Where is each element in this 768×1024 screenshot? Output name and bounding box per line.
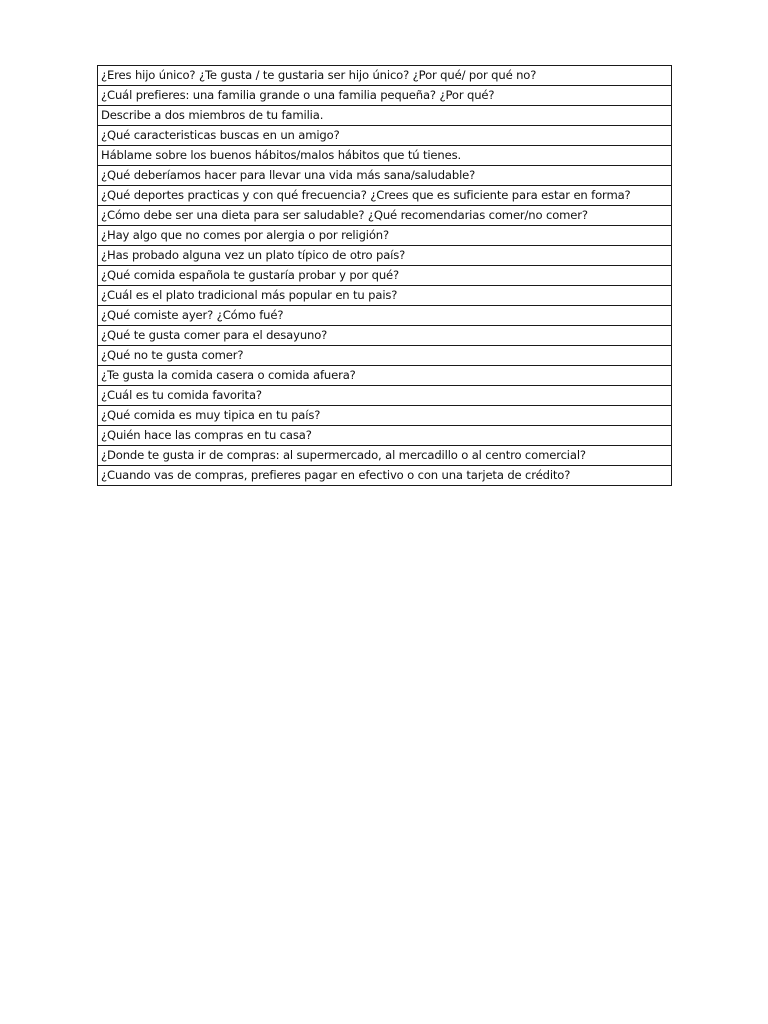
question-cell: ¿Qué comida es muy tipica en tu país? xyxy=(98,406,672,426)
question-cell: ¿Qué comiste ayer? ¿Cómo fué? xyxy=(98,306,672,326)
question-cell: Describe a dos miembros de tu familia. xyxy=(98,106,672,126)
table-row xyxy=(98,146,672,166)
question-cell: ¿Has probado alguna vez un plato típico de otro país? xyxy=(98,246,672,266)
table-row xyxy=(98,466,672,486)
question-cell: ¿Donde te gusta ir de compras: al supermercado, al mercadillo o al centro comercial? xyxy=(98,446,672,466)
question-cell: ¿Qué deberíamos hacer para llevar una vida más sana/saludable? xyxy=(98,166,672,186)
question-cell: ¿Cuando vas de compras, prefieres pagar en efectivo o con una tarjeta de crédito? xyxy=(98,466,672,486)
question-cell: ¿Te gusta la comida casera o comida afuera? xyxy=(98,366,672,386)
question-cell: ¿Hay algo que no comes por alergia o por religión? xyxy=(98,226,672,246)
question-cell: ¿Cuál es el plato tradicional más popular en tu pais? xyxy=(98,286,672,306)
question-cell: ¿Quién hace las compras en tu casa? xyxy=(98,426,672,446)
question-cell: ¿Cómo debe ser una dieta para ser saludable? ¿Qué recomendarias comer/no comer? xyxy=(98,206,672,226)
question-cell: ¿Qué comida española te gustaría probar y por qué? xyxy=(98,266,672,286)
question-cell: ¿Eres hijo único? ¿Te gusta / te gustaria ser hijo único? ¿Por qué/ por qué no? xyxy=(98,66,672,86)
table-row xyxy=(98,126,672,146)
table-row xyxy=(98,386,672,406)
question-cell: ¿Qué caracteristicas buscas en un amigo? xyxy=(98,126,672,146)
table-row xyxy=(98,366,672,386)
table-row xyxy=(98,186,672,206)
table-row xyxy=(98,346,672,366)
table-row xyxy=(98,406,672,426)
table-row xyxy=(98,326,672,346)
table-row xyxy=(98,66,672,86)
table-row xyxy=(98,286,672,306)
table-row xyxy=(98,246,672,266)
question-cell: Háblame sobre los buenos hábitos/malos hábitos que tú tienes. xyxy=(98,146,672,166)
table-row xyxy=(98,266,672,286)
question-cell: ¿Qué no te gusta comer? xyxy=(98,346,672,366)
table-row xyxy=(98,226,672,246)
table-row xyxy=(98,86,672,106)
question-cell: ¿Cuál prefieres: una familia grande o una familia pequeña? ¿Por qué? xyxy=(98,86,672,106)
question-cell: ¿Qué te gusta comer para el desayuno? xyxy=(98,326,672,346)
table-row xyxy=(98,106,672,126)
table-row xyxy=(98,206,672,226)
questions-table xyxy=(97,65,672,486)
question-cell: ¿Qué deportes practicas y con qué frecuencia? ¿Crees que es suficiente para estar en forma? xyxy=(98,186,672,206)
table-row xyxy=(98,426,672,446)
table-row xyxy=(98,446,672,466)
table-row xyxy=(98,166,672,186)
table-row xyxy=(98,306,672,326)
question-cell: ¿Cuál es tu comida favorita? xyxy=(98,386,672,406)
